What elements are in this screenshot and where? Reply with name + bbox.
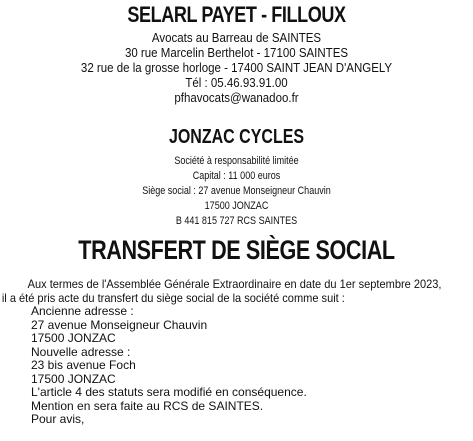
old-address-street: 27 avenue Monseigneur Chauvin	[31, 317, 208, 332]
law-firm-address-saint-jean: 32 rue de la grosse horloge - 17400 SAINT JEAN D'ANGELY	[80, 61, 393, 75]
new-address-street: 23 bis avenue Foch	[31, 358, 136, 372]
new-address-city: 17500 JONZAC	[31, 371, 116, 386]
company-postal-city: 17500 JONZAC	[204, 200, 269, 212]
law-firm-bar: Avocats au Barreau de SAINTES	[151, 31, 322, 45]
law-firm-details	[0, 31, 473, 106]
notice-intro-line: Aux termes de l'Assemblée Générale Extraordinaire en date du 1er septembre 2023,	[27, 277, 442, 291]
law-firm-email: pfhavocats@wanadoo.fr	[174, 91, 299, 105]
company-capital: Capital : 11 000 euros	[192, 170, 281, 182]
closing-formula: Pour avis,	[31, 412, 85, 426]
statutes-amendment: L'article 4 des statuts sera modifié en conséquence.	[31, 385, 307, 399]
company-legal-form: Société à responsabilité limitée	[174, 155, 299, 167]
notice-title: TRANSFERT DE SIÈGE SOCIAL	[78, 235, 395, 265]
rcs-mention: Mention en sera faite au RCS de SAINTES.	[31, 398, 264, 413]
old-address-city: 17500 JONZAC	[31, 331, 116, 345]
company-details	[0, 154, 473, 229]
new-address-label: Nouvelle adresse :	[31, 344, 131, 359]
company-rcs-number: B 441 815 727 RCS SAINTES	[175, 215, 298, 227]
notice-intro-line: il a été pris acte du transfert du siège social de la société comme suit :	[1, 290, 345, 305]
company-registered-office: Siège social : 27 avenue Monseigneur Chauvin	[142, 185, 331, 197]
old-address-label: Ancienne adresse :	[31, 304, 134, 318]
notice-body	[0, 278, 473, 427]
company-name: JONZAC CYCLES	[168, 126, 305, 148]
law-firm-address-saintes: 30 rue Marcelin Berthelot - 17100 SAINTES	[124, 46, 349, 60]
law-firm-name: SELARL PAYET - FILLOUX	[127, 2, 346, 27]
law-firm-phone: Tél : 05.46.93.91.00	[185, 76, 288, 90]
